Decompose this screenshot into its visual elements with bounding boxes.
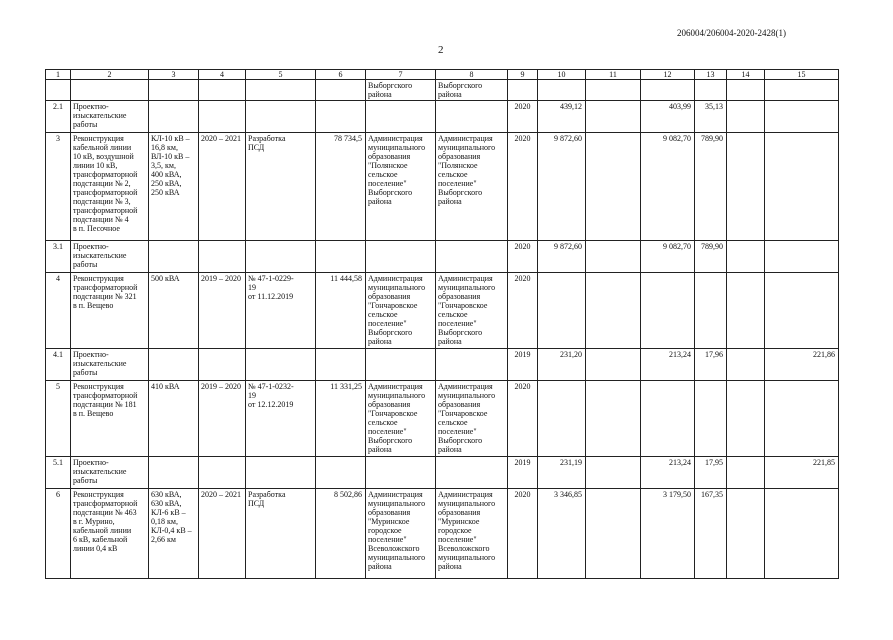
project-doc-cell: Разработка ПСД: [246, 133, 316, 241]
object-name-cell: Реконструкция трансформаторной подстанции № 181 в п. Вещево: [71, 381, 149, 457]
col-13-cell: [695, 273, 727, 349]
cost-cell: [316, 457, 366, 489]
year-cell: 2020: [508, 381, 538, 457]
customer-cell: Администрация муниципального образования "Гончаровское сельское поселение" Выборгского района: [366, 273, 436, 349]
total-amount-cell: 3 346,85: [538, 489, 586, 579]
total-amount-cell: [538, 381, 586, 457]
column-header: 9: [508, 70, 538, 80]
row-number-cell: 4.1: [46, 349, 71, 381]
column-header: 5: [246, 70, 316, 80]
year-cell: 2019: [508, 457, 538, 489]
total-amount-cell: 439,12: [538, 101, 586, 133]
period-cell: [199, 241, 246, 273]
column-header: 2: [71, 70, 149, 80]
table-row: [46, 381, 839, 457]
col-14-cell: [727, 273, 765, 349]
row-number-cell: 3: [46, 133, 71, 241]
object-name-cell: Реконструкция трансформаторной подстанции № 321 в п. Вещево: [71, 273, 149, 349]
table-row: [46, 133, 839, 241]
capacity-cell: 500 кВА: [149, 273, 199, 349]
table-row: [46, 349, 839, 381]
capacity-cell: [149, 457, 199, 489]
total-amount-cell: 231,19: [538, 457, 586, 489]
col-13-cell: 17,95: [695, 457, 727, 489]
project-doc-cell: № 47-1-0229- 19 от 11.12.2019: [246, 273, 316, 349]
row-number-cell: 4: [46, 273, 71, 349]
year-cell: 2020: [508, 101, 538, 133]
total-amount-cell: 9 872,60: [538, 133, 586, 241]
col-13-cell: [695, 80, 727, 101]
column-header: 3: [149, 70, 199, 80]
project-doc-cell: [246, 457, 316, 489]
owner-cell: [436, 457, 508, 489]
column-header: 15: [765, 70, 839, 80]
period-cell: 2020 – 2021: [199, 489, 246, 579]
col-11-cell: [586, 381, 641, 457]
cost-cell: 11 331,25: [316, 381, 366, 457]
project-doc-cell: [246, 101, 316, 133]
column-header: 4: [199, 70, 246, 80]
col-13-cell: 789,90: [695, 241, 727, 273]
col-15-cell: [765, 80, 839, 101]
cost-cell: [316, 241, 366, 273]
year-cell: 2020: [508, 273, 538, 349]
col-14-cell: [727, 133, 765, 241]
object-name-cell: Реконструкция кабельной линии 10 кВ, воздушной линии 10 кВ, трансформаторной подстанции № 2, трансформаторной подстанции № 3, трансформаторной подстанции № 4 в п. Песочное: [71, 133, 149, 241]
col-13-cell: [695, 381, 727, 457]
capacity-cell: [149, 80, 199, 101]
col-12-cell: [641, 273, 695, 349]
customer-cell: Администрация муниципального образования "Гончаровское сельское поселение" Выборгского района: [366, 381, 436, 457]
table-row: [46, 101, 839, 133]
capacity-cell: 410 кВА: [149, 381, 199, 457]
project-doc-cell: [246, 349, 316, 381]
capacity-cell: КЛ-10 кВ – 16,8 км, ВЛ-10 кВ – 3,5, км, 400 кВА, 250 кВА, 250 кВА: [149, 133, 199, 241]
project-doc-cell: Разработка ПСД: [246, 489, 316, 579]
owner-cell: Выборгского района: [436, 80, 508, 101]
year-cell: 2019: [508, 349, 538, 381]
period-cell: 2019 – 2020: [199, 273, 246, 349]
project-doc-cell: № 47-1-0232- 19 от 12.12.2019: [246, 381, 316, 457]
col-14-cell: [727, 381, 765, 457]
col-12-cell: [641, 381, 695, 457]
customer-cell: [366, 457, 436, 489]
table-row: [46, 489, 839, 579]
document-reference: 206004/206004-2020-2428(1): [677, 28, 786, 38]
year-cell: 2020: [508, 241, 538, 273]
col-12-cell: 213,24: [641, 349, 695, 381]
col-11-cell: [586, 80, 641, 101]
project-doc-cell: [246, 241, 316, 273]
object-name-cell: Проектно- изыскательские работы: [71, 349, 149, 381]
cost-cell: [316, 349, 366, 381]
customer-cell: [366, 349, 436, 381]
period-cell: [199, 101, 246, 133]
period-cell: [199, 80, 246, 101]
row-number-cell: 2.1: [46, 101, 71, 133]
col-15-cell: [765, 489, 839, 579]
cost-cell: 8 502,86: [316, 489, 366, 579]
col-11-cell: [586, 457, 641, 489]
year-cell: 2020: [508, 133, 538, 241]
year-cell: [508, 80, 538, 101]
table-header-row: [46, 70, 839, 80]
customer-cell: Выборгского района: [366, 80, 436, 101]
owner-cell: [436, 349, 508, 381]
owner-cell: Администрация муниципального образования "Муринское городское поселение" Всеволожского муниципального района: [436, 489, 508, 579]
col-14-cell: [727, 457, 765, 489]
col-15-cell: [765, 133, 839, 241]
col-15-cell: [765, 241, 839, 273]
capacity-cell: [149, 241, 199, 273]
column-header: 11: [586, 70, 641, 80]
row-number-cell: 5: [46, 381, 71, 457]
column-header: 14: [727, 70, 765, 80]
customer-cell: Администрация муниципального образования "Полянское сельское поселение" Выборгского района: [366, 133, 436, 241]
owner-cell: Администрация муниципального образования "Гончаровское сельское поселение" Выборгского района: [436, 381, 508, 457]
cost-cell: [316, 80, 366, 101]
owner-cell: [436, 241, 508, 273]
col-12-cell: 9 082,70: [641, 133, 695, 241]
row-number-cell: [46, 80, 71, 101]
col-12-cell: 213,24: [641, 457, 695, 489]
cost-cell: 11 444,58: [316, 273, 366, 349]
col-14-cell: [727, 80, 765, 101]
customer-cell: Администрация муниципального образования "Муринское городское поселение" Всеволожского муниципального района: [366, 489, 436, 579]
year-cell: 2020: [508, 489, 538, 579]
owner-cell: Администрация муниципального образования "Полянское сельское поселение" Выборгского района: [436, 133, 508, 241]
col-13-cell: 35,13: [695, 101, 727, 133]
period-cell: [199, 457, 246, 489]
total-amount-cell: [538, 273, 586, 349]
object-name-cell: Проектно- изыскательские работы: [71, 241, 149, 273]
period-cell: [199, 349, 246, 381]
col-14-cell: [727, 489, 765, 579]
column-header: 6: [316, 70, 366, 80]
customer-cell: [366, 101, 436, 133]
col-12-cell: 3 179,50: [641, 489, 695, 579]
data-table: [45, 69, 839, 579]
capacity-cell: [149, 349, 199, 381]
row-number-cell: 3.1: [46, 241, 71, 273]
col-14-cell: [727, 101, 765, 133]
col-15-cell: [765, 273, 839, 349]
table-row: [46, 457, 839, 489]
col-12-cell: 403,99: [641, 101, 695, 133]
period-cell: 2019 – 2020: [199, 381, 246, 457]
col-14-cell: [727, 349, 765, 381]
col-12-cell: 9 082,70: [641, 241, 695, 273]
col-15-cell: [765, 381, 839, 457]
capacity-cell: 630 кВА, 630 кВА, КЛ-6 кВ – 0,18 км, КЛ-0,4 кВ – 2,66 км: [149, 489, 199, 579]
page-number: 2: [438, 44, 444, 56]
col-12-cell: [641, 80, 695, 101]
col-11-cell: [586, 101, 641, 133]
customer-cell: [366, 241, 436, 273]
column-header: 12: [641, 70, 695, 80]
column-header: 8: [436, 70, 508, 80]
col-15-cell: 221,85: [765, 457, 839, 489]
col-13-cell: 167,35: [695, 489, 727, 579]
capacity-cell: [149, 101, 199, 133]
owner-cell: [436, 101, 508, 133]
total-amount-cell: 231,20: [538, 349, 586, 381]
row-number-cell: 6: [46, 489, 71, 579]
col-15-cell: [765, 101, 839, 133]
cost-cell: [316, 101, 366, 133]
column-header: 1: [46, 70, 71, 80]
total-amount-cell: 9 872,60: [538, 241, 586, 273]
owner-cell: Администрация муниципального образования "Гончаровское сельское поселение" Выборгского района: [436, 273, 508, 349]
cost-cell: 78 734,5: [316, 133, 366, 241]
column-header: 7: [366, 70, 436, 80]
row-number-cell: 5.1: [46, 457, 71, 489]
col-11-cell: [586, 241, 641, 273]
table-row: [46, 80, 839, 101]
col-15-cell: 221,86: [765, 349, 839, 381]
object-name-cell: [71, 80, 149, 101]
col-11-cell: [586, 349, 641, 381]
col-14-cell: [727, 241, 765, 273]
project-doc-cell: [246, 80, 316, 101]
table-row: [46, 241, 839, 273]
total-amount-cell: [538, 80, 586, 101]
col-11-cell: [586, 489, 641, 579]
object-name-cell: Реконструкция трансформаторной подстанции № 463 в г. Мурино, кабельной линии 6 кВ, кабельной линии 0,4 кВ: [71, 489, 149, 579]
col-11-cell: [586, 273, 641, 349]
column-header: 13: [695, 70, 727, 80]
column-header: 10: [538, 70, 586, 80]
col-11-cell: [586, 133, 641, 241]
object-name-cell: Проектно- изыскательские работы: [71, 457, 149, 489]
period-cell: 2020 – 2021: [199, 133, 246, 241]
table-row: [46, 273, 839, 349]
object-name-cell: Проектно- изыскательские работы: [71, 101, 149, 133]
col-13-cell: 17,96: [695, 349, 727, 381]
col-13-cell: 789,90: [695, 133, 727, 241]
